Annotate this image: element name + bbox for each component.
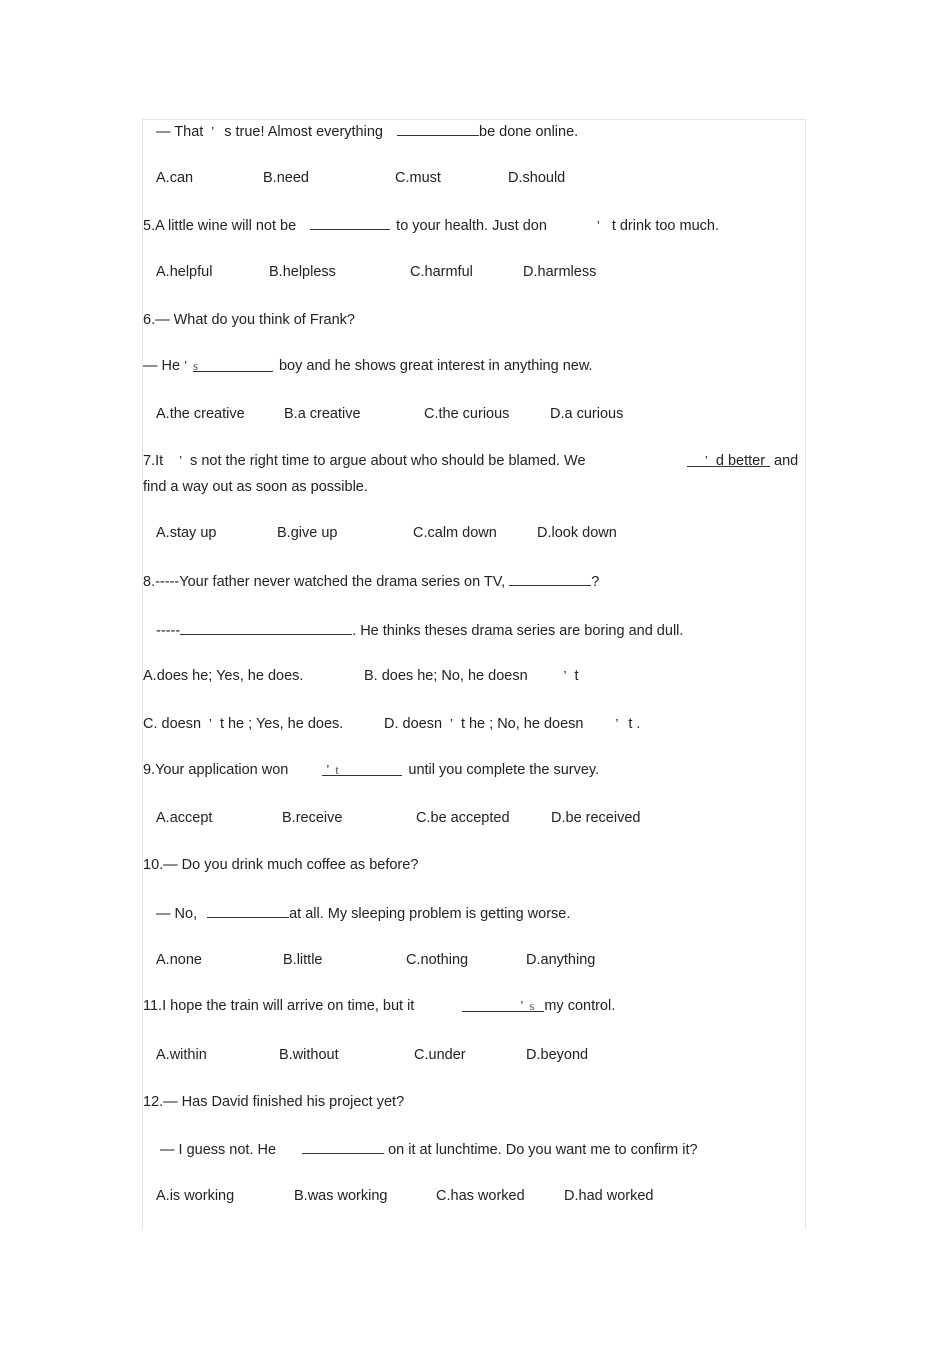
answer-blank[interactable]: s bbox=[193, 357, 273, 372]
answer-blank[interactable]: ’ s bbox=[462, 997, 544, 1012]
q9-question: 9.Your application won ’ t until you complete the survey. bbox=[143, 762, 600, 778]
answer-blank[interactable] bbox=[180, 620, 352, 635]
q8-answer-line: ----- . He thinks theses drama series are boring and dull. bbox=[156, 620, 683, 640]
q4-answer-line: — That ’ s true! Almost everything be done online. bbox=[156, 121, 578, 141]
q7-question: 7.It ’ s not the right time to argue about who should be blamed. We bbox=[143, 453, 586, 469]
q4-option-c[interactable]: C.must bbox=[395, 170, 441, 186]
q8-option-c[interactable]: C. doesn ’ t he ; Yes, he does. bbox=[143, 716, 344, 732]
q11-option-b[interactable]: B.without bbox=[279, 1047, 339, 1063]
q11-option-a[interactable]: A.within bbox=[156, 1047, 207, 1063]
q7-option-d[interactable]: D.look down bbox=[537, 525, 617, 541]
q5-question: 5.A little wine will not be to your health. Just don ’ t drink too much. bbox=[143, 215, 719, 235]
q5-option-a[interactable]: A.helpful bbox=[156, 264, 213, 280]
q7-option-b[interactable]: B.give up bbox=[277, 525, 338, 541]
q4-option-d[interactable]: D.should bbox=[508, 170, 566, 186]
q12-option-d[interactable]: D.had worked bbox=[564, 1188, 654, 1204]
q12-option-b[interactable]: B.was working bbox=[294, 1188, 388, 1204]
q4-option-a[interactable]: A.can bbox=[156, 170, 194, 186]
q6-question: 6.— What do you think of Frank? bbox=[143, 312, 355, 328]
q6-option-c[interactable]: C.the curious bbox=[424, 406, 510, 422]
answer-blank[interactable]: ’ d better bbox=[687, 452, 770, 467]
q10-option-a[interactable]: A.none bbox=[156, 952, 202, 968]
q5-option-d[interactable]: D.harmless bbox=[523, 264, 597, 280]
q10-question: 10.— Do you drink much coffee as before? bbox=[143, 857, 419, 873]
q5-option-c[interactable]: C.harmful bbox=[410, 264, 473, 280]
answer-blank[interactable] bbox=[207, 903, 289, 918]
q6-option-d[interactable]: D.a curious bbox=[550, 406, 624, 422]
q6-option-a[interactable]: A.the creative bbox=[156, 406, 245, 422]
q12-option-a[interactable]: A.is working bbox=[156, 1188, 235, 1204]
q6-option-b[interactable]: B.a creative bbox=[284, 406, 361, 422]
q9-option-a[interactable]: A.accept bbox=[156, 810, 213, 826]
answer-blank[interactable] bbox=[310, 215, 390, 230]
q11-question: 11.I hope the train will arrive on time, but it ’ s my control. bbox=[143, 998, 616, 1014]
q12-answer-line: — I guess not. He on it at lunchtime. Do you want me to confirm it? bbox=[160, 1139, 698, 1159]
q11-option-c[interactable]: C.under bbox=[414, 1047, 466, 1063]
q10-option-d[interactable]: D.anything bbox=[526, 952, 596, 968]
q8-question: 8.-----Your father never watched the drama series on TV, ? bbox=[143, 571, 599, 591]
q8-option-d[interactable]: D. doesn ’ t he ; No, he doesn ’ t . bbox=[384, 716, 641, 732]
q4-option-b[interactable]: B.need bbox=[263, 170, 309, 186]
q12-question: 12.— Has David finished his project yet? bbox=[143, 1094, 405, 1110]
q10-option-c[interactable]: C.nothing bbox=[406, 952, 469, 968]
q7-question-cont: find a way out as soon as possible. bbox=[143, 479, 368, 495]
answer-blank[interactable] bbox=[397, 121, 479, 136]
q7-option-c[interactable]: C.calm down bbox=[413, 525, 497, 541]
answer-blank[interactable]: ’ t bbox=[322, 761, 402, 776]
q9-option-c[interactable]: C.be accepted bbox=[416, 810, 510, 826]
q8-option-a[interactable]: A.does he; Yes, he does. bbox=[143, 668, 304, 684]
q7-blank-group: ’ d better and bbox=[687, 452, 798, 470]
q6-answer-line: — He ’ s boy and he shows great interest in anything new. bbox=[143, 358, 593, 374]
q12-option-c[interactable]: C.has worked bbox=[436, 1188, 525, 1204]
answer-blank[interactable] bbox=[302, 1139, 384, 1154]
q10-answer-line: — No, at all. My sleeping problem is getting worse. bbox=[156, 903, 570, 923]
q7-option-a[interactable]: A.stay up bbox=[156, 525, 217, 541]
q11-option-d[interactable]: D.beyond bbox=[526, 1047, 589, 1063]
q9-option-d[interactable]: D.be received bbox=[551, 810, 641, 826]
q5-option-b[interactable]: B.helpless bbox=[269, 264, 336, 280]
q9-option-b[interactable]: B.receive bbox=[282, 810, 343, 826]
q10-option-b[interactable]: B.little bbox=[283, 952, 323, 968]
q8-option-b[interactable]: B. does he; No, he doesn ’ t bbox=[364, 668, 579, 684]
answer-blank[interactable] bbox=[509, 571, 591, 586]
